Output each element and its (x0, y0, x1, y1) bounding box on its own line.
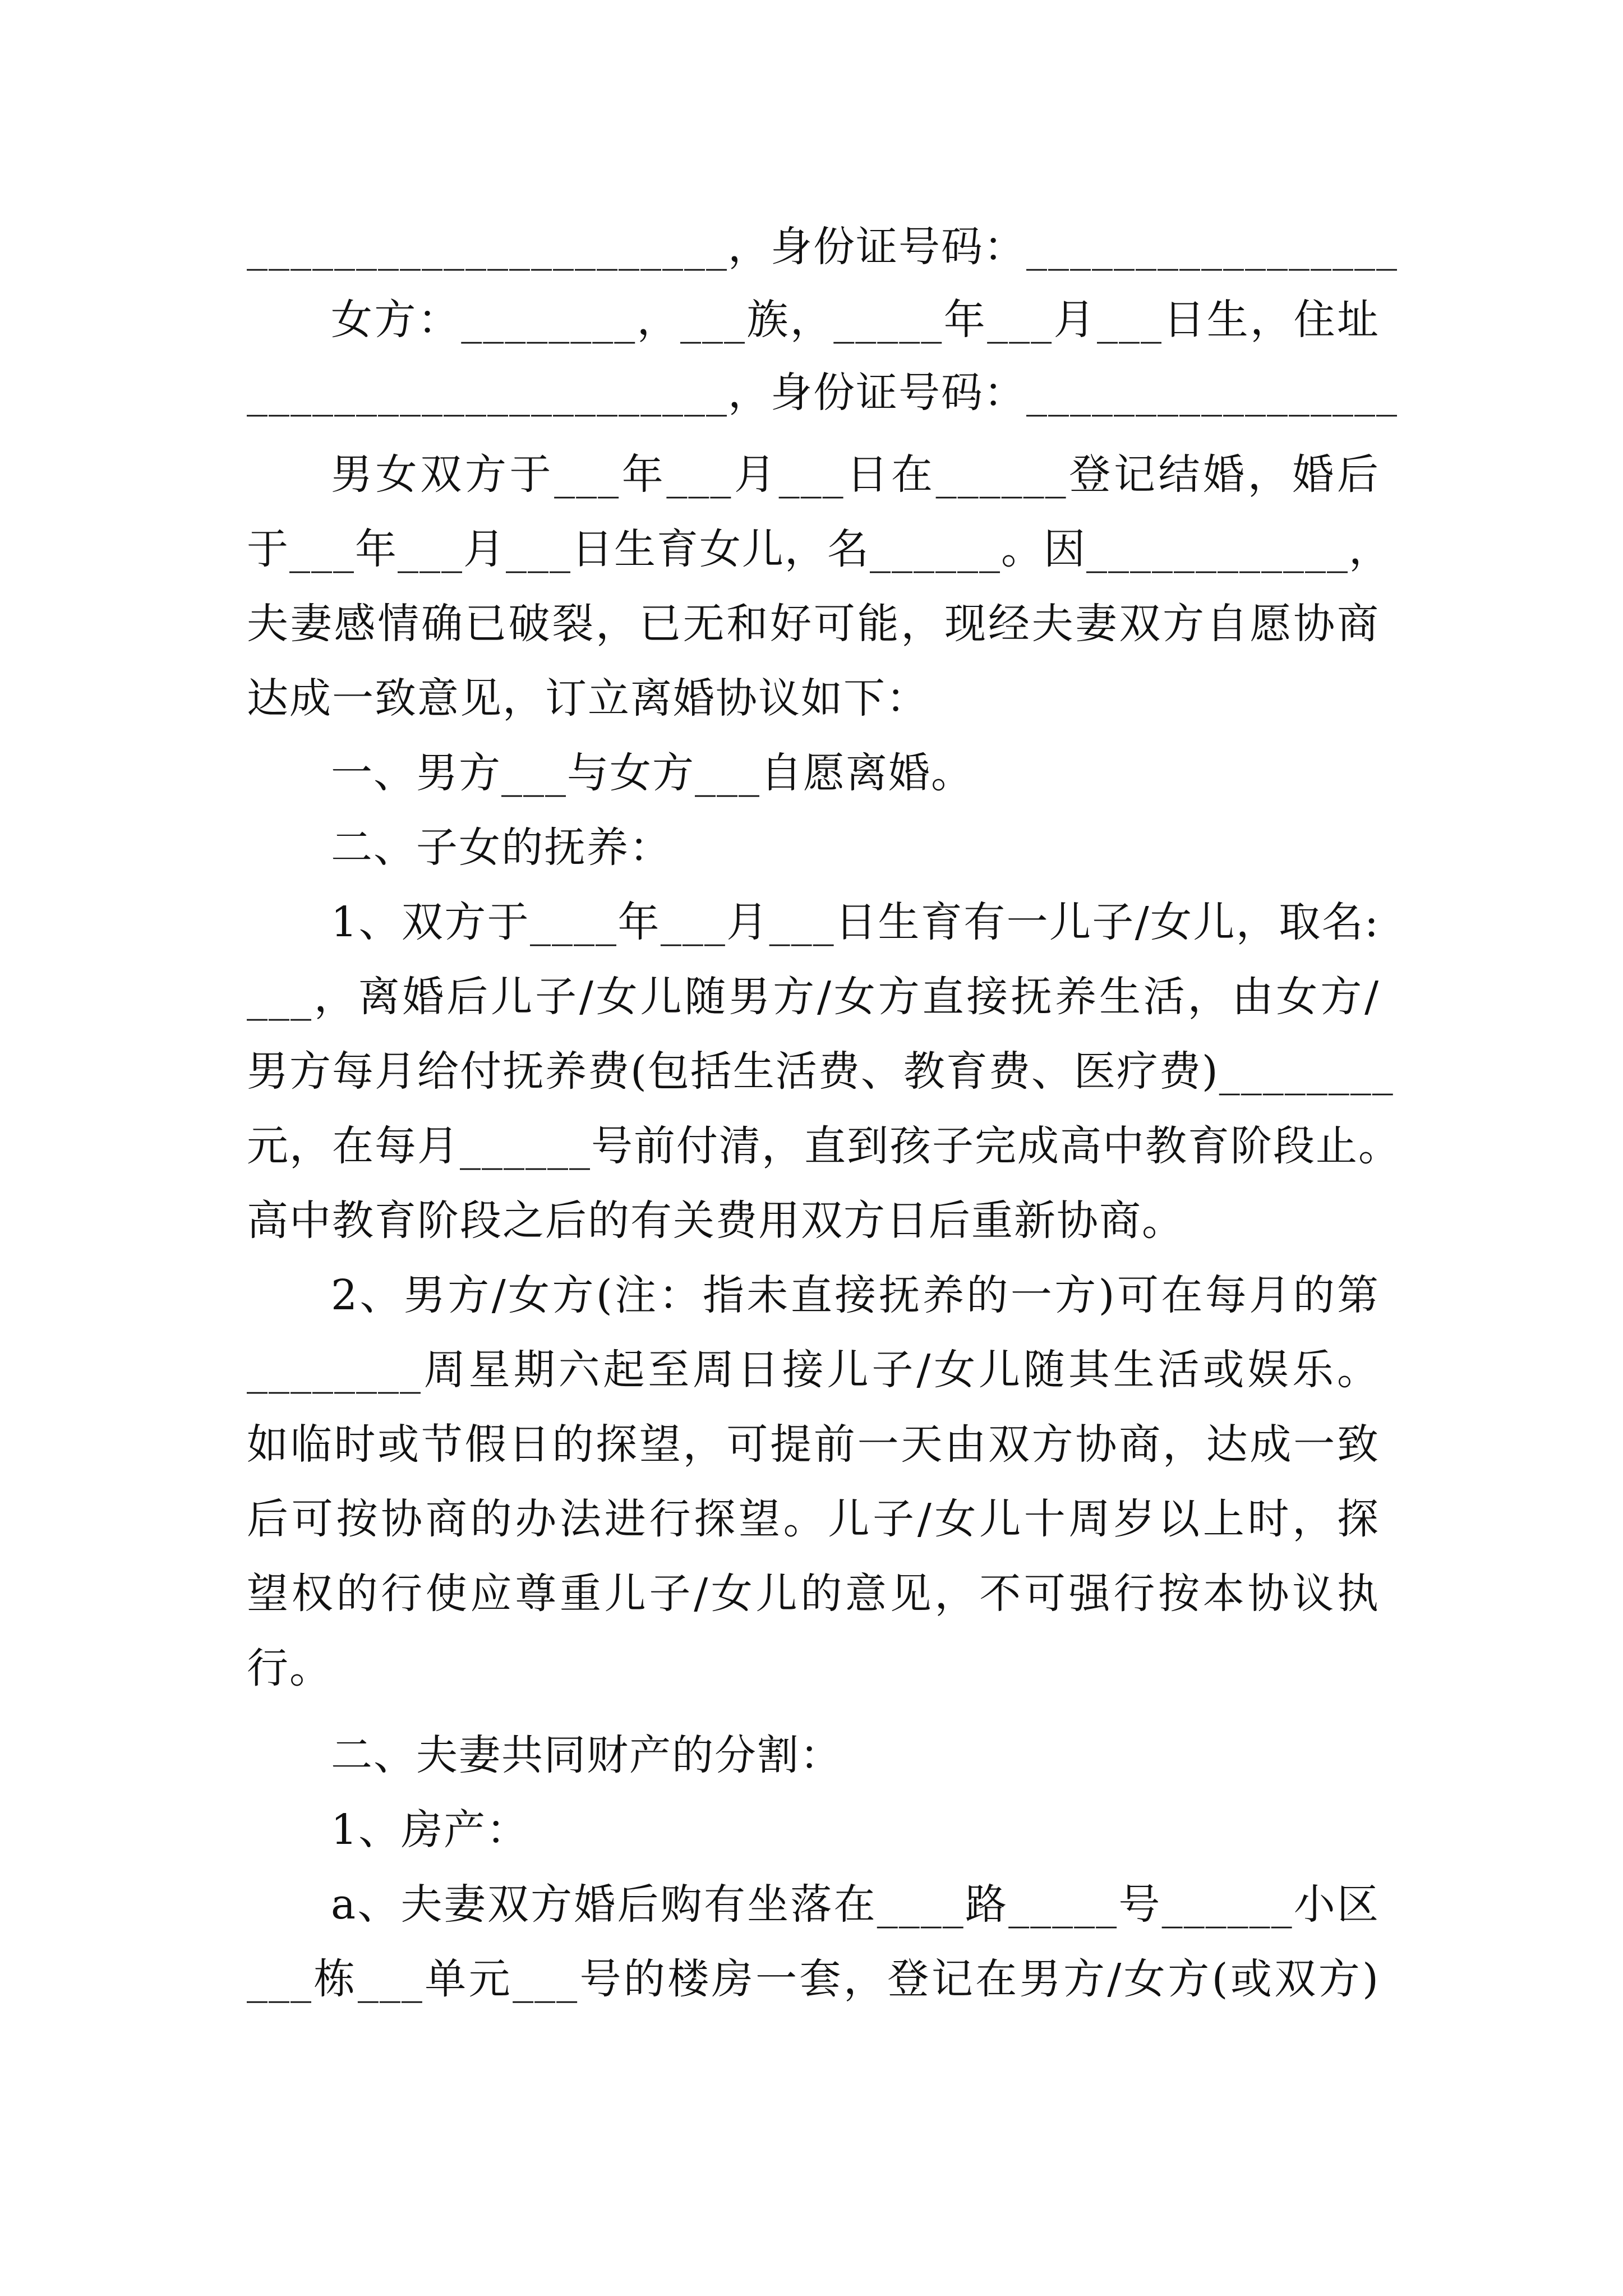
text-line: 男方每月给付抚养费(包括生活费、教育费、医疗费)________ (247, 1047, 1394, 1096)
text-line: 高中教育阶段之后的有关费用双方日后重新协商。 (247, 1197, 1184, 1245)
text-line: a、夫妻双方婚后购有坐落在____路_____号______小区 (331, 1880, 1380, 1929)
text-line: ______________________，身份证号码：_________________ (247, 223, 1398, 271)
text-line: ___栋___单元___号的楼房一套，登记在男方/女方(或双方) (247, 1955, 1380, 2003)
text-line: 行。 (247, 1644, 332, 1692)
text-line: 于___年___月___日生育女儿，名______。因____________， (247, 525, 1391, 573)
text-line: 夫妻感情确已破裂，已无和好可能，现经夫妻双方自愿协商 (247, 600, 1380, 648)
text-line: 二、夫妻共同财产的分割： (331, 1731, 842, 1779)
text-line: ________周星期六起至周日接儿子/女儿随其生活或娱乐。 (247, 1346, 1380, 1394)
text-line: 达成一致意见，订立离婚协议如下： (247, 674, 929, 723)
text-line: 如临时或节假日的探望，可提前一天由双方协商，达成一致 (247, 1420, 1380, 1469)
text-line: ___，离婚后儿子/女儿随男方/女方直接抚养生活，由女方/ (247, 973, 1380, 1021)
text-line: 1、房产： (331, 1806, 529, 1854)
text-line: 一、男方___与女方___自愿离婚。 (331, 749, 974, 797)
text-line: 后可按协商的办法进行探望。儿子/女儿十周岁以上时，探 (247, 1495, 1380, 1543)
text-line: 2、男方/女方(注：指未直接抚养的一方)可在每月的第 (331, 1271, 1380, 1319)
text-line: 女方：________，___族，_____年___月___日生，住址 (331, 296, 1380, 344)
text-line: 元，在每月______号前付清，直到孩子完成高中教育阶段止。 (247, 1122, 1401, 1170)
text-line: ______________________，身份证号码：_________________ (247, 369, 1398, 417)
text-line: 二、子女的抚养： (331, 823, 672, 872)
text-line: 望权的行使应尊重儿子/女儿的意见，不可强行按本协议执 (247, 1570, 1380, 1618)
text-line: 男女双方于___年___月___日在______登记结婚，婚后 (331, 450, 1380, 499)
text-line: 1、双方于____年___月___日生育有一儿子/女儿，取名: (331, 898, 1380, 946)
